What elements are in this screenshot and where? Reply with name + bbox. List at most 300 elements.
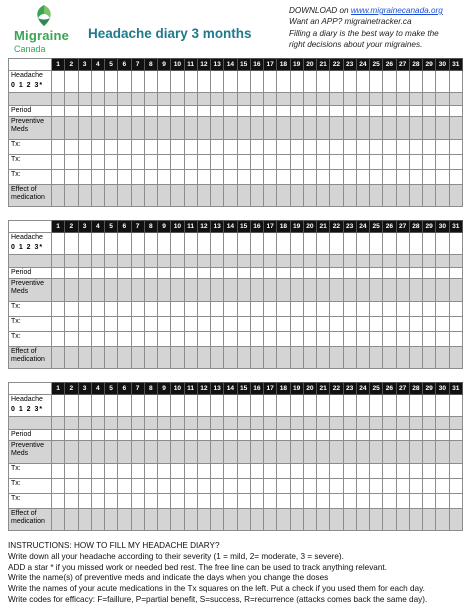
day-cell[interactable] — [383, 93, 396, 106]
day-cell[interactable] — [264, 479, 277, 494]
day-cell[interactable] — [330, 332, 343, 347]
day-cell[interactable] — [171, 268, 184, 279]
day-cell[interactable] — [158, 140, 171, 155]
day-cell[interactable] — [250, 117, 263, 140]
day-cell[interactable] — [197, 268, 210, 279]
day-cell[interactable] — [330, 317, 343, 332]
day-cell[interactable] — [250, 441, 263, 464]
day-cell[interactable] — [224, 233, 237, 255]
day-cell[interactable] — [317, 233, 330, 255]
day-cell[interactable] — [343, 332, 356, 347]
day-cell[interactable] — [264, 509, 277, 531]
day-cell[interactable] — [211, 430, 224, 441]
day-cell[interactable] — [105, 302, 118, 317]
day-cell[interactable] — [158, 317, 171, 332]
day-cell[interactable] — [78, 479, 91, 494]
day-cell[interactable] — [409, 347, 422, 369]
day-cell[interactable] — [237, 417, 250, 430]
day-cell[interactable] — [423, 347, 436, 369]
day-cell[interactable] — [52, 317, 65, 332]
day-cell[interactable] — [91, 332, 104, 347]
day-cell[interactable] — [423, 479, 436, 494]
day-cell[interactable] — [144, 140, 157, 155]
day-cell[interactable] — [105, 479, 118, 494]
day-cell[interactable] — [118, 106, 131, 117]
day-cell[interactable] — [290, 93, 303, 106]
day-cell[interactable] — [250, 279, 263, 302]
day-cell[interactable] — [158, 268, 171, 279]
day-cell[interactable] — [224, 441, 237, 464]
day-cell[interactable] — [356, 509, 369, 531]
day-cell[interactable] — [303, 464, 316, 479]
day-cell[interactable] — [171, 417, 184, 430]
day-cell[interactable] — [144, 233, 157, 255]
day-cell[interactable] — [290, 255, 303, 268]
day-cell[interactable] — [423, 464, 436, 479]
day-cell[interactable] — [224, 93, 237, 106]
day-cell[interactable] — [436, 268, 449, 279]
day-cell[interactable] — [184, 233, 197, 255]
day-cell[interactable] — [449, 347, 463, 369]
day-cell[interactable] — [356, 279, 369, 302]
day-cell[interactable] — [131, 302, 144, 317]
day-cell[interactable] — [409, 71, 422, 93]
day-cell[interactable] — [250, 185, 263, 207]
day-cell[interactable] — [52, 347, 65, 369]
day-cell[interactable] — [91, 479, 104, 494]
day-cell[interactable] — [144, 317, 157, 332]
day-cell[interactable] — [171, 140, 184, 155]
day-cell[interactable] — [264, 140, 277, 155]
day-cell[interactable] — [131, 71, 144, 93]
day-cell[interactable] — [423, 509, 436, 531]
day-cell[interactable] — [396, 347, 409, 369]
day-cell[interactable] — [383, 332, 396, 347]
day-cell[interactable] — [396, 233, 409, 255]
day-cell[interactable] — [370, 332, 383, 347]
day-cell[interactable] — [224, 185, 237, 207]
day-cell[interactable] — [211, 268, 224, 279]
day-cell[interactable] — [78, 93, 91, 106]
day-cell[interactable] — [277, 117, 290, 140]
day-cell[interactable] — [131, 332, 144, 347]
day-cell[interactable] — [211, 106, 224, 117]
day-cell[interactable] — [144, 71, 157, 93]
day-cell[interactable] — [449, 155, 463, 170]
day-cell[interactable] — [449, 417, 463, 430]
day-cell[interactable] — [356, 494, 369, 509]
day-cell[interactable] — [224, 268, 237, 279]
day-cell[interactable] — [250, 317, 263, 332]
day-cell[interactable] — [197, 117, 210, 140]
day-cell[interactable] — [449, 464, 463, 479]
day-cell[interactable] — [409, 332, 422, 347]
day-cell[interactable] — [396, 268, 409, 279]
day-cell[interactable] — [409, 494, 422, 509]
day-cell[interactable] — [171, 185, 184, 207]
day-cell[interactable] — [52, 332, 65, 347]
day-cell[interactable] — [144, 509, 157, 531]
day-cell[interactable] — [224, 464, 237, 479]
day-cell[interactable] — [91, 106, 104, 117]
day-cell[interactable] — [171, 255, 184, 268]
day-cell[interactable] — [65, 233, 78, 255]
day-cell[interactable] — [144, 302, 157, 317]
day-cell[interactable] — [330, 430, 343, 441]
day-cell[interactable] — [264, 170, 277, 185]
day-cell[interactable] — [65, 106, 78, 117]
day-cell[interactable] — [264, 302, 277, 317]
day-cell[interactable] — [436, 279, 449, 302]
day-cell[interactable] — [290, 430, 303, 441]
day-cell[interactable] — [237, 106, 250, 117]
day-cell[interactable] — [383, 185, 396, 207]
day-cell[interactable] — [131, 317, 144, 332]
day-cell[interactable] — [78, 117, 91, 140]
day-cell[interactable] — [356, 417, 369, 430]
day-cell[interactable] — [343, 185, 356, 207]
day-cell[interactable] — [78, 430, 91, 441]
day-cell[interactable] — [171, 347, 184, 369]
day-cell[interactable] — [356, 332, 369, 347]
day-cell[interactable] — [237, 117, 250, 140]
day-cell[interactable] — [264, 441, 277, 464]
day-cell[interactable] — [144, 268, 157, 279]
day-cell[interactable] — [105, 255, 118, 268]
day-cell[interactable] — [105, 347, 118, 369]
day-cell[interactable] — [383, 140, 396, 155]
day-cell[interactable] — [105, 268, 118, 279]
day-cell[interactable] — [409, 140, 422, 155]
day-cell[interactable] — [250, 430, 263, 441]
day-cell[interactable] — [383, 255, 396, 268]
day-cell[interactable] — [370, 117, 383, 140]
day-cell[interactable] — [237, 332, 250, 347]
day-cell[interactable] — [370, 106, 383, 117]
day-cell[interactable] — [144, 479, 157, 494]
day-cell[interactable] — [370, 494, 383, 509]
day-cell[interactable] — [250, 71, 263, 93]
day-cell[interactable] — [91, 509, 104, 531]
day-cell[interactable] — [224, 347, 237, 369]
day-cell[interactable] — [423, 170, 436, 185]
day-cell[interactable] — [449, 332, 463, 347]
day-cell[interactable] — [277, 233, 290, 255]
day-cell[interactable] — [171, 494, 184, 509]
day-cell[interactable] — [65, 509, 78, 531]
day-cell[interactable] — [118, 441, 131, 464]
day-cell[interactable] — [211, 317, 224, 332]
day-cell[interactable] — [383, 279, 396, 302]
day-cell[interactable] — [290, 268, 303, 279]
day-cell[interactable] — [91, 395, 104, 417]
day-cell[interactable] — [330, 279, 343, 302]
day-cell[interactable] — [65, 417, 78, 430]
day-cell[interactable] — [171, 430, 184, 441]
day-cell[interactable] — [356, 170, 369, 185]
day-cell[interactable] — [197, 479, 210, 494]
day-cell[interactable] — [290, 106, 303, 117]
day-cell[interactable] — [303, 155, 316, 170]
day-cell[interactable] — [65, 185, 78, 207]
day-cell[interactable] — [303, 479, 316, 494]
day-cell[interactable] — [264, 117, 277, 140]
day-cell[interactable] — [317, 494, 330, 509]
day-cell[interactable] — [65, 441, 78, 464]
day-cell[interactable] — [383, 71, 396, 93]
day-cell[interactable] — [131, 106, 144, 117]
day-cell[interactable] — [383, 155, 396, 170]
day-cell[interactable] — [118, 71, 131, 93]
day-cell[interactable] — [290, 479, 303, 494]
day-cell[interactable] — [237, 268, 250, 279]
day-cell[interactable] — [171, 106, 184, 117]
day-cell[interactable] — [158, 233, 171, 255]
day-cell[interactable] — [317, 441, 330, 464]
day-cell[interactable] — [303, 509, 316, 531]
day-cell[interactable] — [52, 464, 65, 479]
day-cell[interactable] — [303, 268, 316, 279]
day-cell[interactable] — [290, 233, 303, 255]
day-cell[interactable] — [184, 140, 197, 155]
day-cell[interactable] — [330, 255, 343, 268]
day-cell[interactable] — [317, 170, 330, 185]
day-cell[interactable] — [65, 170, 78, 185]
day-cell[interactable] — [409, 106, 422, 117]
day-cell[interactable] — [171, 479, 184, 494]
day-cell[interactable] — [317, 317, 330, 332]
day-cell[interactable] — [52, 170, 65, 185]
day-cell[interactable] — [131, 395, 144, 417]
day-cell[interactable] — [52, 155, 65, 170]
day-cell[interactable] — [264, 430, 277, 441]
day-cell[interactable] — [237, 279, 250, 302]
day-cell[interactable] — [370, 464, 383, 479]
day-cell[interactable] — [224, 279, 237, 302]
day-cell[interactable] — [277, 268, 290, 279]
day-cell[interactable] — [118, 268, 131, 279]
day-cell[interactable] — [277, 302, 290, 317]
day-cell[interactable] — [317, 155, 330, 170]
day-cell[interactable] — [290, 140, 303, 155]
day-cell[interactable] — [330, 233, 343, 255]
day-cell[interactable] — [91, 317, 104, 332]
day-cell[interactable] — [409, 155, 422, 170]
day-cell[interactable] — [317, 93, 330, 106]
day-cell[interactable] — [52, 233, 65, 255]
day-cell[interactable] — [449, 395, 463, 417]
day-cell[interactable] — [277, 395, 290, 417]
day-cell[interactable] — [303, 279, 316, 302]
day-cell[interactable] — [303, 93, 316, 106]
day-cell[interactable] — [131, 279, 144, 302]
day-cell[interactable] — [383, 106, 396, 117]
day-cell[interactable] — [423, 494, 436, 509]
day-cell[interactable] — [65, 71, 78, 93]
day-cell[interactable] — [91, 255, 104, 268]
day-cell[interactable] — [144, 255, 157, 268]
day-cell[interactable] — [105, 93, 118, 106]
day-cell[interactable] — [144, 441, 157, 464]
day-cell[interactable] — [290, 509, 303, 531]
day-cell[interactable] — [277, 494, 290, 509]
day-cell[interactable] — [171, 317, 184, 332]
day-cell[interactable] — [356, 93, 369, 106]
day-cell[interactable] — [158, 279, 171, 302]
day-cell[interactable] — [277, 417, 290, 430]
day-cell[interactable] — [211, 395, 224, 417]
day-cell[interactable] — [105, 155, 118, 170]
day-cell[interactable] — [409, 464, 422, 479]
day-cell[interactable] — [197, 441, 210, 464]
day-cell[interactable] — [158, 93, 171, 106]
day-cell[interactable] — [396, 155, 409, 170]
day-cell[interactable] — [449, 279, 463, 302]
day-cell[interactable] — [144, 494, 157, 509]
day-cell[interactable] — [65, 279, 78, 302]
day-cell[interactable] — [383, 441, 396, 464]
day-cell[interactable] — [317, 479, 330, 494]
day-cell[interactable] — [105, 279, 118, 302]
day-cell[interactable] — [224, 332, 237, 347]
day-cell[interactable] — [78, 233, 91, 255]
day-cell[interactable] — [211, 233, 224, 255]
day-cell[interactable] — [330, 479, 343, 494]
day-cell[interactable] — [264, 233, 277, 255]
day-cell[interactable] — [52, 279, 65, 302]
day-cell[interactable] — [370, 155, 383, 170]
day-cell[interactable] — [423, 268, 436, 279]
day-cell[interactable] — [436, 233, 449, 255]
day-cell[interactable] — [224, 494, 237, 509]
day-cell[interactable] — [78, 494, 91, 509]
day-cell[interactable] — [303, 317, 316, 332]
day-cell[interactable] — [330, 71, 343, 93]
day-cell[interactable] — [250, 93, 263, 106]
day-cell[interactable] — [277, 255, 290, 268]
day-cell[interactable] — [171, 233, 184, 255]
day-cell[interactable] — [65, 395, 78, 417]
day-cell[interactable] — [118, 464, 131, 479]
day-cell[interactable] — [158, 155, 171, 170]
day-cell[interactable] — [343, 71, 356, 93]
day-cell[interactable] — [277, 441, 290, 464]
day-cell[interactable] — [383, 347, 396, 369]
day-cell[interactable] — [449, 71, 463, 93]
day-cell[interactable] — [303, 332, 316, 347]
day-cell[interactable] — [343, 347, 356, 369]
day-cell[interactable] — [317, 71, 330, 93]
day-cell[interactable] — [118, 93, 131, 106]
day-cell[interactable] — [118, 117, 131, 140]
day-cell[interactable] — [409, 117, 422, 140]
day-cell[interactable] — [396, 140, 409, 155]
day-cell[interactable] — [409, 170, 422, 185]
day-cell[interactable] — [184, 302, 197, 317]
day-cell[interactable] — [264, 317, 277, 332]
day-cell[interactable] — [409, 185, 422, 207]
day-cell[interactable] — [396, 279, 409, 302]
day-cell[interactable] — [423, 155, 436, 170]
day-cell[interactable] — [383, 302, 396, 317]
day-cell[interactable] — [224, 395, 237, 417]
day-cell[interactable] — [78, 106, 91, 117]
day-cell[interactable] — [303, 255, 316, 268]
day-cell[interactable] — [264, 155, 277, 170]
day-cell[interactable] — [343, 494, 356, 509]
day-cell[interactable] — [224, 106, 237, 117]
day-cell[interactable] — [171, 332, 184, 347]
day-cell[interactable] — [65, 302, 78, 317]
day-cell[interactable] — [343, 117, 356, 140]
day-cell[interactable] — [250, 494, 263, 509]
day-cell[interactable] — [211, 464, 224, 479]
day-cell[interactable] — [370, 170, 383, 185]
day-cell[interactable] — [105, 140, 118, 155]
day-cell[interactable] — [317, 332, 330, 347]
day-cell[interactable] — [52, 185, 65, 207]
day-cell[interactable] — [449, 302, 463, 317]
day-cell[interactable] — [277, 509, 290, 531]
day-cell[interactable] — [277, 155, 290, 170]
day-cell[interactable] — [370, 347, 383, 369]
day-cell[interactable] — [131, 430, 144, 441]
day-cell[interactable] — [78, 464, 91, 479]
day-cell[interactable] — [356, 441, 369, 464]
day-cell[interactable] — [343, 317, 356, 332]
day-cell[interactable] — [303, 441, 316, 464]
day-cell[interactable] — [118, 347, 131, 369]
day-cell[interactable] — [184, 430, 197, 441]
day-cell[interactable] — [91, 140, 104, 155]
day-cell[interactable] — [343, 106, 356, 117]
day-cell[interactable] — [65, 347, 78, 369]
day-cell[interactable] — [317, 279, 330, 302]
day-cell[interactable] — [356, 347, 369, 369]
day-cell[interactable] — [105, 464, 118, 479]
day-cell[interactable] — [423, 302, 436, 317]
day-cell[interactable] — [356, 233, 369, 255]
day-cell[interactable] — [211, 417, 224, 430]
day-cell[interactable] — [264, 71, 277, 93]
day-cell[interactable] — [370, 441, 383, 464]
day-cell[interactable] — [330, 155, 343, 170]
day-cell[interactable] — [144, 106, 157, 117]
day-cell[interactable] — [144, 347, 157, 369]
day-cell[interactable] — [264, 255, 277, 268]
day-cell[interactable] — [184, 464, 197, 479]
day-cell[interactable] — [91, 347, 104, 369]
day-cell[interactable] — [211, 71, 224, 93]
day-cell[interactable] — [343, 417, 356, 430]
day-cell[interactable] — [383, 170, 396, 185]
day-cell[interactable] — [144, 117, 157, 140]
day-cell[interactable] — [370, 93, 383, 106]
day-cell[interactable] — [224, 479, 237, 494]
day-cell[interactable] — [91, 268, 104, 279]
day-cell[interactable] — [409, 509, 422, 531]
day-cell[interactable] — [396, 302, 409, 317]
day-cell[interactable] — [250, 302, 263, 317]
day-cell[interactable] — [436, 185, 449, 207]
day-cell[interactable] — [211, 255, 224, 268]
day-cell[interactable] — [317, 185, 330, 207]
day-cell[interactable] — [78, 302, 91, 317]
day-cell[interactable] — [449, 106, 463, 117]
day-cell[interactable] — [65, 155, 78, 170]
day-cell[interactable] — [436, 71, 449, 93]
day-cell[interactable] — [343, 255, 356, 268]
